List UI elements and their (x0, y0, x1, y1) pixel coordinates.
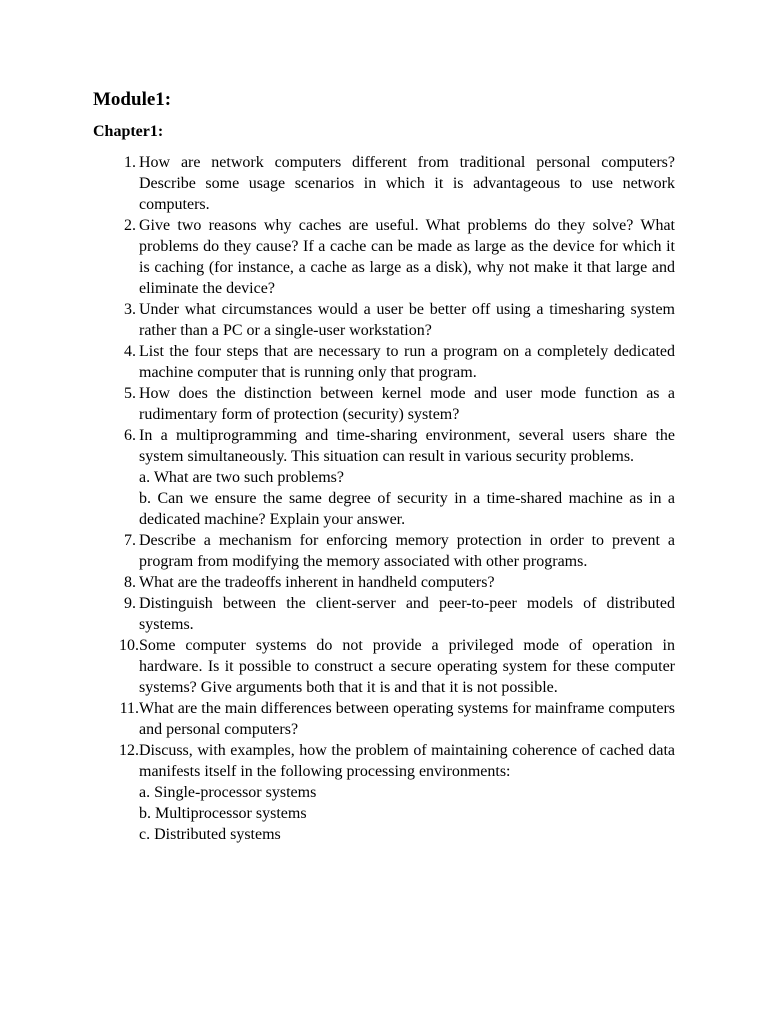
question-number: 7. (124, 532, 136, 549)
question-list (93, 152, 675, 845)
sub-question: b. Multiprocessor systems (139, 805, 307, 822)
question-text: Under what circumstances would a user be better off using a timesharing system rather than a PC or a single-user workstation? (139, 301, 675, 339)
question-item-1 (93, 152, 675, 215)
question-number: 6. (124, 427, 136, 444)
question-number: 9. (124, 595, 136, 612)
question-number: 8. (124, 574, 136, 591)
chapter-title: Chapter1: (93, 123, 164, 140)
question-item-5 (93, 383, 675, 425)
question-item-12 (93, 740, 675, 845)
question-item-4 (93, 341, 675, 383)
sub-question: a. Single-processor systems (139, 784, 317, 801)
module-title: Module1: (93, 89, 172, 110)
question-text: What are the tradeoffs inherent in handheld computers? (139, 574, 495, 591)
question-number: 12. (119, 742, 139, 759)
question-text: In a multiprogramming and time-sharing environment, several users share the system simultaneously. This situation can result in various security problems. (139, 427, 675, 465)
question-number: 2. (124, 217, 136, 234)
sub-question: a. What are two such problems? (139, 469, 344, 486)
question-number: 11. (119, 700, 139, 717)
question-item-8 (93, 572, 675, 593)
sub-question: c. Distributed systems (139, 826, 281, 843)
question-text: Discuss, with examples, how the problem of maintaining coherence of cached data manifests itself in the following processing environments: (139, 742, 675, 780)
question-text: How are network computers different from traditional personal computers? Describe some usage scenarios in which it is advantageous to use network computers. (139, 154, 675, 213)
question-text: How does the distinction between kernel mode and user mode function as a rudimentary form of protection (security) system? (139, 385, 675, 423)
question-text: Describe a mechanism for enforcing memory protection in order to prevent a program from modifying the memory associated with other programs. (139, 532, 675, 570)
sub-question: b. Can we ensure the same degree of security in a time-shared machine as in a dedicated machine? Explain your answer. (139, 490, 675, 528)
question-item-3 (93, 299, 675, 341)
question-item-2 (93, 215, 675, 299)
question-item-7 (93, 530, 675, 572)
question-item-9 (93, 593, 675, 635)
question-number: 4. (124, 343, 136, 360)
question-number: 3. (124, 301, 136, 318)
question-number: 1. (124, 154, 136, 171)
question-item-11 (93, 698, 675, 740)
question-number: 5. (124, 385, 136, 402)
question-number: 10. (119, 637, 139, 654)
document-page (93, 88, 675, 845)
question-text: Some computer systems do not provide a privileged mode of operation in hardware. Is it possible to construct a secure operating system for these computer systems? Give arguments both that it is and that it is not possible. (139, 637, 675, 696)
question-text: What are the main differences between operating systems for mainframe computers and personal computers? (139, 700, 675, 738)
question-text: Distinguish between the client-server and peer-to-peer models of distributed systems. (139, 595, 675, 633)
question-item-6 (93, 425, 675, 530)
question-text: Give two reasons why caches are useful. What problems do they solve? What problems do they cause? If a cache can be made as large as the device for which it is caching (for instance, a cache as large as a disk), why not make it that large and eliminate the device? (139, 217, 675, 297)
question-text: List the four steps that are necessary to run a program on a completely dedicated machine computer that is running only that program. (139, 343, 675, 381)
question-item-10 (93, 635, 675, 698)
